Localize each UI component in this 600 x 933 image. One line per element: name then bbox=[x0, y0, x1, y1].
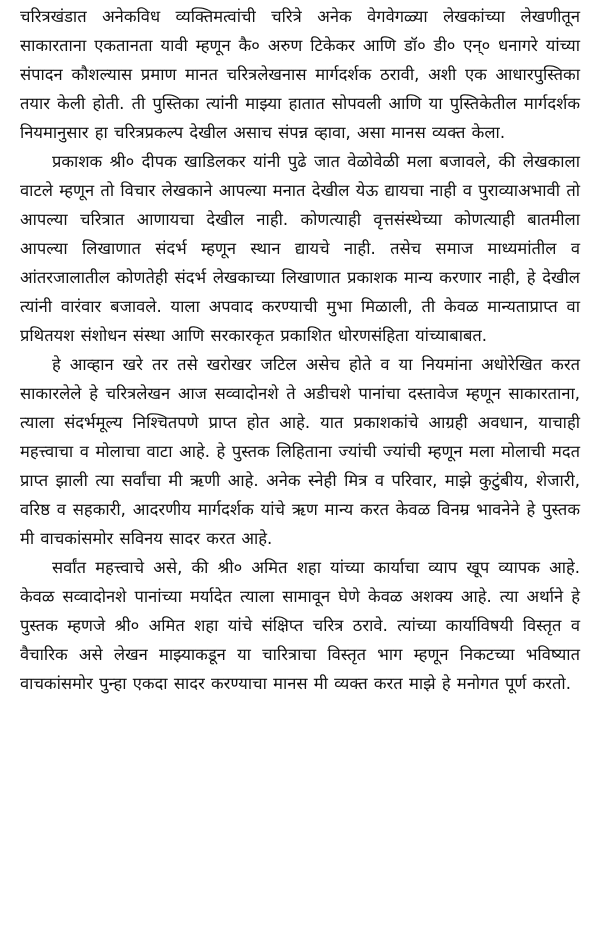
paragraph-4: सर्वांत महत्त्वाचे असे, की श्री० अमित शहा यांच्या कार्याचा व्याप खूप व्यापक आहे. केवळ सव्वादोनशे पानांच्या मर्यादेत त्याला सामावून घेणे केवळ अशक्य आहे. त्या अर्थाने हे पुस्तक म्हणजे श्री० अमित शहा यांचे संक्षिप्त चरित्र ठरावे. त्यांच्या कार्याविषयी विस्तृत व वैचारिक असे लेखन माझ्याकडून या चारित्राचा विस्तृत भाग म्हणून निकटच्या भविष्यात वाचकांसमोर पुन्हा एकदा सादर करण्याचा मानस मी व्यक्त करत माझे हे मनोगत पूर्ण करतो. bbox=[20, 558, 580, 693]
paragraph-2: प्रकाशक श्री० दीपक खाडिलकर यांनी पुढे जात वेळोवेळी मला बजावले, की लेखकाला वाटले म्हणून तो विचार लेखकाने आपल्या मनात देखील येऊ द्यायचा नाही व पुराव्याअभावी तो आपल्या चरित्रात आणायचा देखील नाही. कोणत्याही वृत्तसंस्थेच्या कोणत्याही बातमीला आपल्या लिखाणात संदर्भ म्हणून स्थान द्यायचे नाही. तसेच समाज माध्यमांतील व आंतरजालातील कोणतेही संदर्भ लेखकाच्या लिखाणात प्रकाशक मान्य करणार नाही, हे देखील त्यांनी वारंवार बजावले. याला अपवाद करण्याची मुभा मिळाली, ती केवळ मान्यताप्राप्त वा प्रथितयश संशोधन संस्था आणि सरकारकृत प्रकाशित धोरणसंहिता यांच्याबाबत. bbox=[20, 152, 580, 345]
paragraph-3: हे आव्हान खरे तर तसे खरोखर जटिल असेच होते व या नियमांना अधोरेखित करत साकारलेले हे चरित्रलेखन आज सव्वादोनशे ते अडीचशे पानांचा दस्तावेज म्हणून साकारताना, त्याला संदर्भमूल्य निश्चितपणे प्राप्त होत आहे. यात प्रकाशकांचे आग्रही अवधान, याचाही महत्त्वाचा व मोलाचा वाटा आहे. हे पुस्तक लिहिताना ज्यांची ज्यांची म्हणून मला मोलाची मदत प्राप्त झाली त्या सर्वांचा मी ऋणी आहे. अनेक स्नेही मित्र व परिवार, माझे कुटुंबीय, शेजारी, वरिष्ठ व सहकारी, आदरणीय मार्गदर्शक यांचे ऋण मान्य करत केवळ विनम्र भावनेने हे पुस्तक मी वाचकांसमोर सविनय सादर करत आहे. bbox=[20, 355, 580, 548]
paragraph-1: चरित्रखंडात अनेकविध व्यक्तिमत्वांची चरित्रे अनेक वेगवेगळ्या लेखकांच्या लेखणीतून साकारताना एकतानता यावी म्हणून कै० अरुण टिकेकर आणि डॉ० डी० एन्० धनागरे यांच्या संपादन कौशल्यास प्रमाण मानत चरित्रलेखनास मार्गदर्शक ठरावी, अशी एक आधारपुस्तिका तयार केली होती. ती पुस्तिका त्यांनी माझ्या हातात सोपवली आणि या पुस्तिकेतील मार्गदर्शक नियमानुसार हा चरित्रप्रकल्प देखील असाच संपन्न व्हावा, असा मानस व्यक्त केला. bbox=[20, 7, 580, 142]
